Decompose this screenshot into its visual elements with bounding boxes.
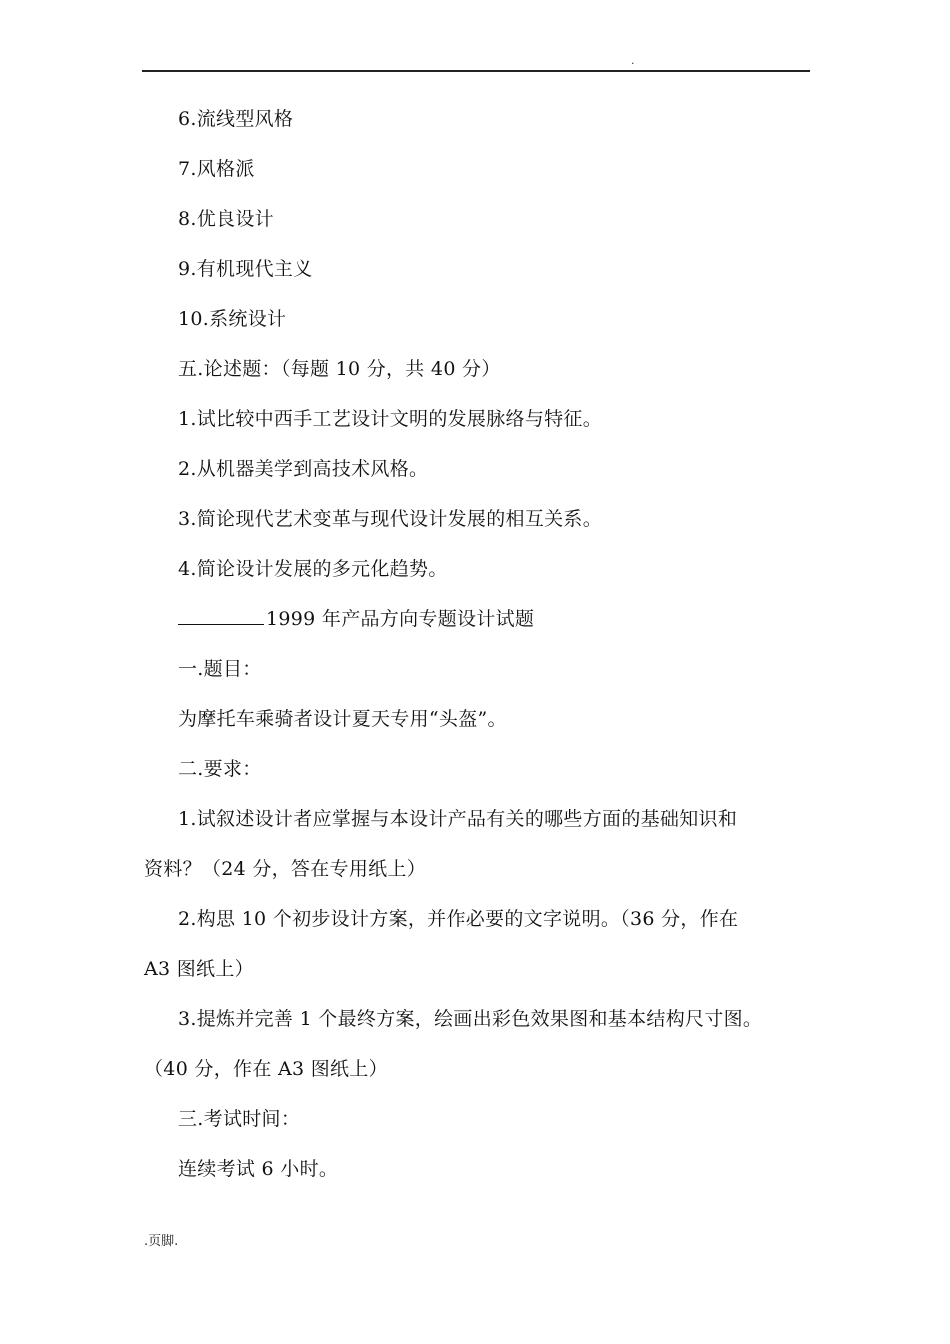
- page-footer: .页脚.: [144, 1234, 179, 1249]
- section-heading-exam-time: 三.考试时间：: [178, 1108, 301, 1130]
- header-mark: .: [631, 54, 635, 67]
- blank-underline: [178, 606, 264, 625]
- requirement-1-line-1: 1.试叙述设计者应掌握与本设计产品有关的哪些方面的基础知识和: [178, 808, 738, 830]
- requirement-2-line-1: 2.构思 10 个初步设计方案，并作必要的文字说明。（36 分，作在: [178, 908, 739, 930]
- requirement-3-line-1: 3.提炼并完善 1 个最终方案，绘画出彩色效果图和基本结构尺寸图。: [178, 1008, 763, 1030]
- section-heading-topic: 一.题目：: [178, 658, 262, 680]
- list-item-good-design: 8.优良设计: [178, 208, 274, 230]
- list-item-organic-modernism: 9.有机现代主义: [178, 258, 313, 280]
- essay-question-4: 4.简论设计发展的多元化趋势。: [178, 558, 448, 580]
- list-item-system-design: 10.系统设计: [178, 308, 287, 330]
- list-item-de-stijl: 7.风格派: [178, 158, 255, 180]
- essay-question-1: 1.试比较中西手工艺设计文明的发展脉络与特征。: [178, 408, 603, 430]
- topic-text: 为摩托车乘骑者设计夏天专用“头盔”。: [178, 708, 507, 730]
- essay-question-3: 3.简论现代艺术变革与现代设计发展的相互关系。: [178, 508, 603, 530]
- requirement-3-line-2: （40 分，作在 A3 图纸上）: [144, 1058, 388, 1080]
- requirement-1-line-2: 资料？（24 分，答在专用纸上）: [144, 858, 427, 880]
- list-item-streamline-style: 6.流线型风格: [178, 108, 294, 130]
- section-heading-requirements: 二.要求：: [178, 758, 262, 780]
- exam-title-text: 1999 年产品方向专题设计试题: [266, 608, 535, 630]
- essay-question-2: 2.从机器美学到高技术风格。: [178, 458, 429, 480]
- header-rule: [142, 70, 810, 72]
- exam-time-text: 连续考试 6 小时。: [178, 1158, 339, 1180]
- exam-title: [178, 606, 534, 632]
- section-heading-essay-questions: 五.论述题：（每题 10 分，共 40 分）: [178, 358, 501, 380]
- requirement-2-line-2: A3 图纸上）: [144, 958, 254, 980]
